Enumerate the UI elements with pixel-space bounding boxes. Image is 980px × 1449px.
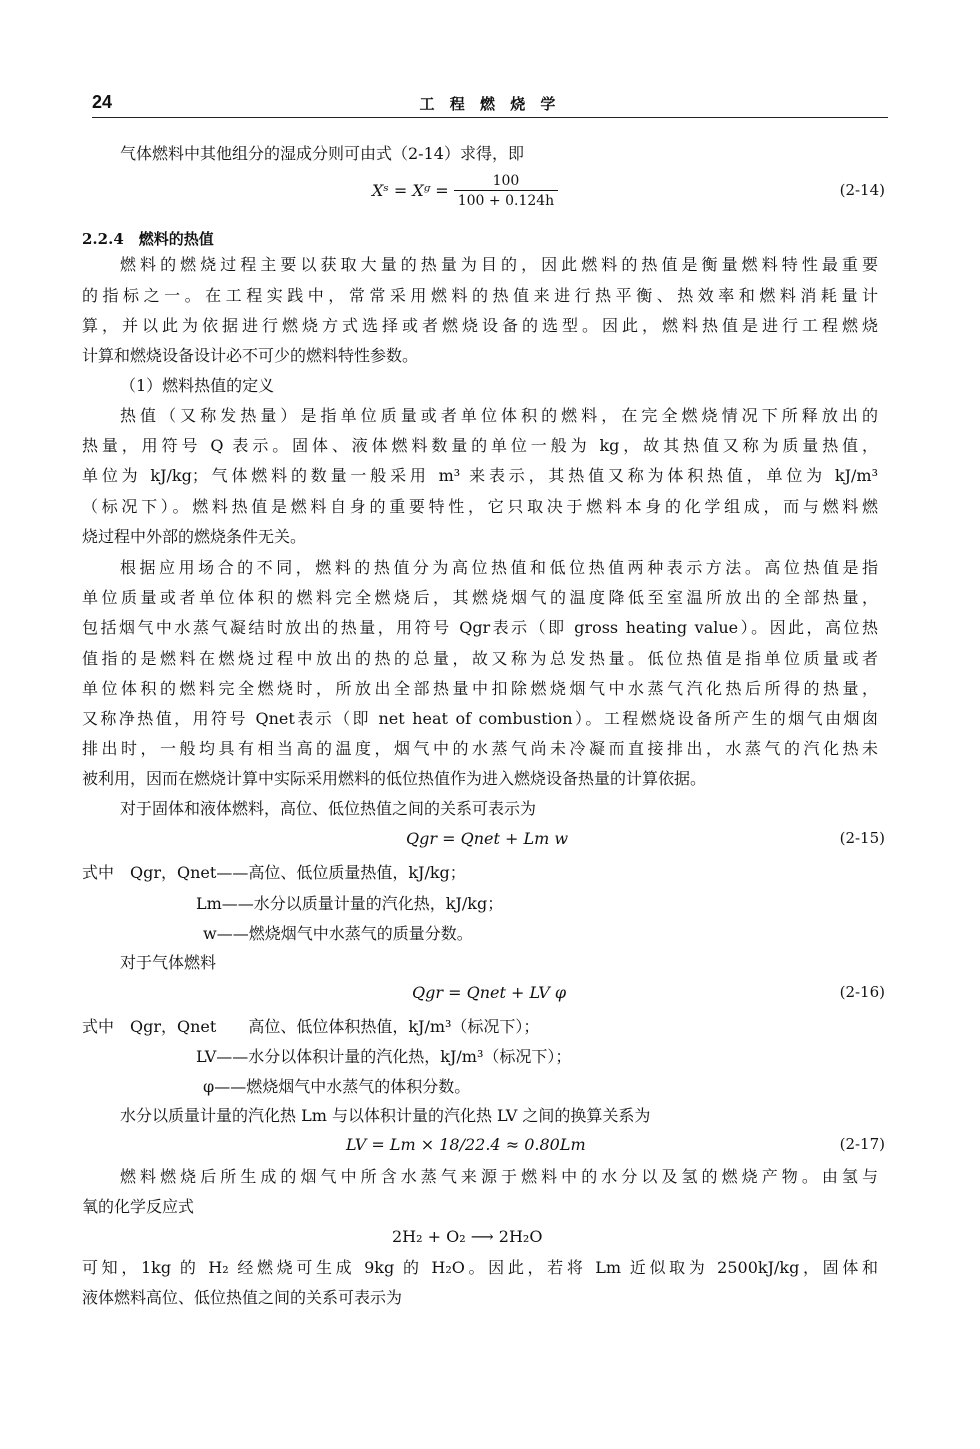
where-line: 式中 Qgr，Qnet——高位、低位质量热值，kJ/kg； — [82, 863, 466, 882]
fraction-numerator: 100 — [454, 172, 558, 191]
equation-2-16: Qgr = Qnet + LV φ — [412, 983, 567, 1002]
text-line: 单位体积的燃料完全燃烧时，所放出全部热量中扣除燃烧烟气中水蒸气汽化热后所得的热量， — [82, 679, 878, 698]
text-line: 又称净热值，用符号 Qnet表示（即 net heat of combustion）。工程燃烧设备所产生的烟气由烟囱 — [82, 709, 878, 728]
text-line: 算，并以此为依据进行燃烧方式选择或者燃烧设备的选型。因此，燃料热值是进行工程燃烧 — [82, 316, 878, 335]
text-line: 被利用，因而在燃烧计算中实际采用燃料的低位热值作为进入燃烧设备热量的计算依据。 — [82, 769, 707, 788]
chemical-reaction: 2H₂ + O₂ ⟶ 2H₂O — [392, 1227, 543, 1246]
text-line: 烧过程中外部的燃烧条件无关。 — [82, 527, 307, 546]
section-heading: 2.2.4 燃料的热值 — [82, 230, 214, 248]
where-line: LV——水分以体积计量的汽化热，kJ/m³（标况下）； — [196, 1047, 572, 1066]
where-line: 式中 Qgr，Qnet 高位、低位体积热值，kJ/m³（标况下）； — [82, 1017, 540, 1036]
text-line: 对于固体和液体燃料，高位、低位热值之间的关系可表示为 — [120, 799, 537, 818]
equation-2-15: Qgr = Qnet + Lm w — [406, 829, 569, 848]
text-line: 燃料的燃烧过程主要以获取大量的热量为目的，因此燃料的热值是衡量燃料特性最重要 — [120, 255, 878, 274]
running-header — [92, 90, 888, 118]
text-line: 排出时，一般均具有相当高的温度，烟气中的水蒸气尚未冷凝而直接排出，水蒸气的汽化热未 — [82, 739, 878, 758]
equation-number: (2-14) — [839, 181, 885, 199]
equation-number: (2-15) — [839, 829, 885, 847]
text-line: 热量，用符号 Q 表示。固体、液体燃料数量的单位一般为 kg，故其热值又称为质量热值， — [82, 436, 878, 455]
text-line: （标况下）。燃料热值是燃料自身的重要特性，它只取决于燃料本身的化学组成，而与燃料燃 — [82, 497, 878, 516]
text-line: 氧的化学反应式 — [82, 1197, 195, 1216]
header-rule — [92, 117, 888, 118]
where-line: φ——燃烧烟气中水蒸气的体积分数。 — [203, 1077, 471, 1096]
text-line: 值指的是燃料在燃烧过程中放出的热的总量，故又称为总发热量。低位热值是指单位质量或者 — [82, 649, 878, 668]
text-line: 的指标之一。在工程实践中，常常采用燃料的热值来进行热平衡、热效率和燃料消耗量计 — [82, 286, 878, 305]
text-line: 气体燃料中其他组分的湿成分则可由式（2-14）求得，即 — [120, 144, 524, 163]
text-line: 可知，1kg 的 H₂ 经燃烧可生成 9kg 的 H₂O。因此，若将 Lm 近似取为 2500kJ/kg，固体和 — [82, 1258, 878, 1277]
text-line: 计算和燃烧设备设计必不可少的燃料特性参数。 — [82, 346, 419, 365]
page-number: 24 — [92, 92, 113, 112]
equation-lhs: Xˢ = Xᵍ = — [372, 181, 454, 200]
text-line: 包括烟气中水蒸气凝结时放出的热量，用符号 Qgr表示（即 gross heating value）。因此，高位热 — [82, 618, 878, 637]
where-line: Lm——水分以质量计量的汽化热，kJ/kg； — [196, 894, 504, 913]
fraction-denominator: 100 + 0.124h — [457, 193, 555, 209]
subsection-heading: （1）燃料热值的定义 — [120, 376, 275, 395]
equation-number: (2-16) — [839, 983, 885, 1001]
fraction — [454, 172, 558, 211]
equation-2-14 — [372, 172, 558, 211]
text-line: 单位为 kJ/kg；气体燃料的数量一般采用 m³ 来表示，其热值又称为体积热值，单位为 kJ/m³ — [82, 466, 878, 485]
text-line: 燃料燃烧后所生成的烟气中所含水蒸气来源于燃料中的水分以及氢的燃烧产物。由氢与 — [120, 1167, 878, 1186]
text-line: 根据应用场合的不同，燃料的热值分为高位热值和低位热值两种表示方法。高位热值是指 — [120, 558, 878, 577]
text-line: 热值（又称发热量）是指单位质量或者单位体积的燃料，在完全燃烧情况下所释放出的 — [120, 406, 878, 425]
text-line: 对于气体燃料 — [120, 953, 217, 972]
running-title: 工 程 燃 烧 学 — [419, 95, 561, 113]
text-line: 水分以质量计量的汽化热 Lm 与以体积计量的汽化热 LV 之间的换算关系为 — [120, 1106, 651, 1125]
where-line: w——燃烧烟气中水蒸气的质量分数。 — [203, 924, 473, 943]
equation-2-17: LV = Lm × 18/22.4 ≈ 0.80Lm — [346, 1135, 586, 1154]
equation-number: (2-17) — [839, 1135, 885, 1153]
text-line: 单位质量或者单位体积的燃料完全燃烧后，其燃烧烟气的温度降低至室温所放出的全部热量， — [82, 588, 878, 607]
text-line: 液体燃料高位、低位热值之间的关系可表示为 — [82, 1288, 403, 1307]
